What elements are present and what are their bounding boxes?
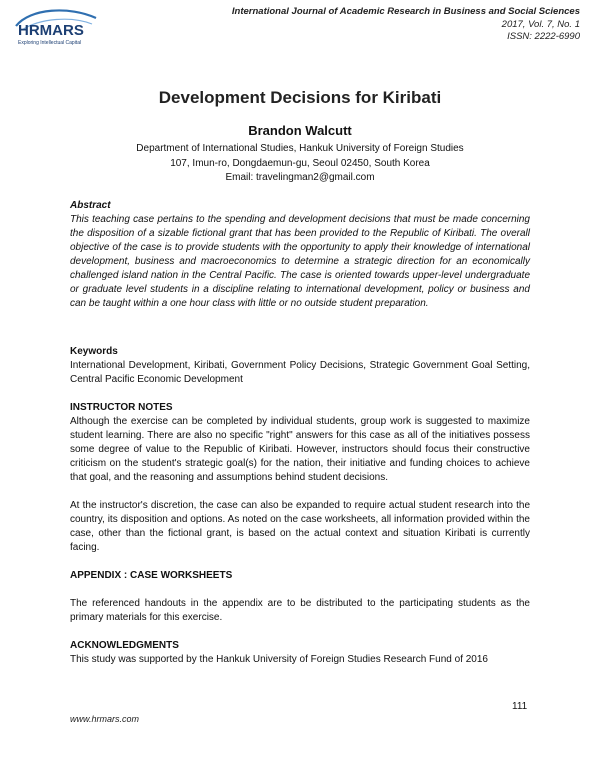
keywords-text: International Development, Kiribati, Government Policy Decisions, Strategic Government Goal Setting, Central Pacific Economic Development bbox=[70, 360, 530, 385]
instructor-notes-heading: INSTRUCTOR NOTES bbox=[70, 402, 173, 413]
footer-url[interactable]: www.hrmars.com bbox=[70, 714, 140, 724]
keywords-heading: Keywords bbox=[70, 346, 118, 357]
body-sections bbox=[70, 345, 530, 667]
journal-header bbox=[232, 6, 580, 44]
page-number: 111 bbox=[512, 701, 528, 712]
abstract-heading: Abstract bbox=[70, 200, 111, 211]
journal-issn: ISSN: 2222-6990 bbox=[507, 31, 580, 42]
logo-text: HRMARS bbox=[18, 22, 84, 39]
journal-name: International Journal of Academic Research in Business and Social Sciences bbox=[231, 6, 580, 17]
logo-tagline: Exploring Intellectual Capital bbox=[18, 40, 82, 46]
affiliation-department: Department of International Studies, Hankuk University of Foreign Studies bbox=[136, 143, 464, 154]
instructor-notes-para1: Although the exercise can be completed by individual students, group work is suggested to maximize student learning. There are also no specific "right" answers for this case as all of the initiatives possess some degree of value to the Republic of Kiribati. However, instructors should focus their constructive criticism on the student's strategic goal(s) for the nation, their initiative and funding choices to achieve that goal, and the reasoning and assumptions behind student decisions. bbox=[70, 416, 530, 483]
affiliation-address: 107, Imun-ro, Dongdaemun-gu, Seoul 02450, South Korea bbox=[170, 157, 430, 169]
affiliation-email: Email: travelingman2@gmail.com bbox=[225, 172, 375, 183]
paper-title: Development Decisions for Kiribati bbox=[158, 88, 442, 107]
author-name: Brandon Walcutt bbox=[248, 123, 352, 138]
abstract-section bbox=[70, 199, 530, 311]
instructor-notes-para2: At the instructor's discretion, the case can also be expanded to require actual student research into the country, its disposition and options. As noted on the case worksheets, all information provided within the case, other than the fictional grant, is based on the actual context and situation Kiribati is currently facing. bbox=[70, 500, 530, 553]
hrmars-logo bbox=[10, 4, 105, 50]
acknowledgments-text: This study was supported by the Hankuk University of Foreign Studies Research Fund of 2016 bbox=[70, 654, 488, 665]
appendix-text: The referenced handouts in the appendix are to be distributed to the participating students as the primary materials for this exercise. bbox=[70, 598, 530, 623]
abstract-text: This teaching case pertains to the spending and development decisions that must be made concerning the disposition of a sizable fictional grant that has been provided to the Republic of Kiribati. The overall objective of the case is to provide students with the opportunity to apply their knowledge of international development, business and macroeconomics to determine a strategic direction for an economically challenged island nation in the Central Pacific. The case is oriented towards upper-level undergraduate or graduate level students in a discipline relating to international development, policy or business and can be taught within a one hour class with little or no outside student preparation. bbox=[70, 214, 530, 309]
appendix-heading: APPENDIX : CASE WORKSHEETS bbox=[70, 570, 233, 581]
affiliation bbox=[0, 142, 600, 186]
journal-volume: 2017, Vol. 7, No. 1 bbox=[501, 18, 580, 30]
acknowledgments-heading: ACKNOWLEDGMENTS bbox=[70, 640, 179, 651]
